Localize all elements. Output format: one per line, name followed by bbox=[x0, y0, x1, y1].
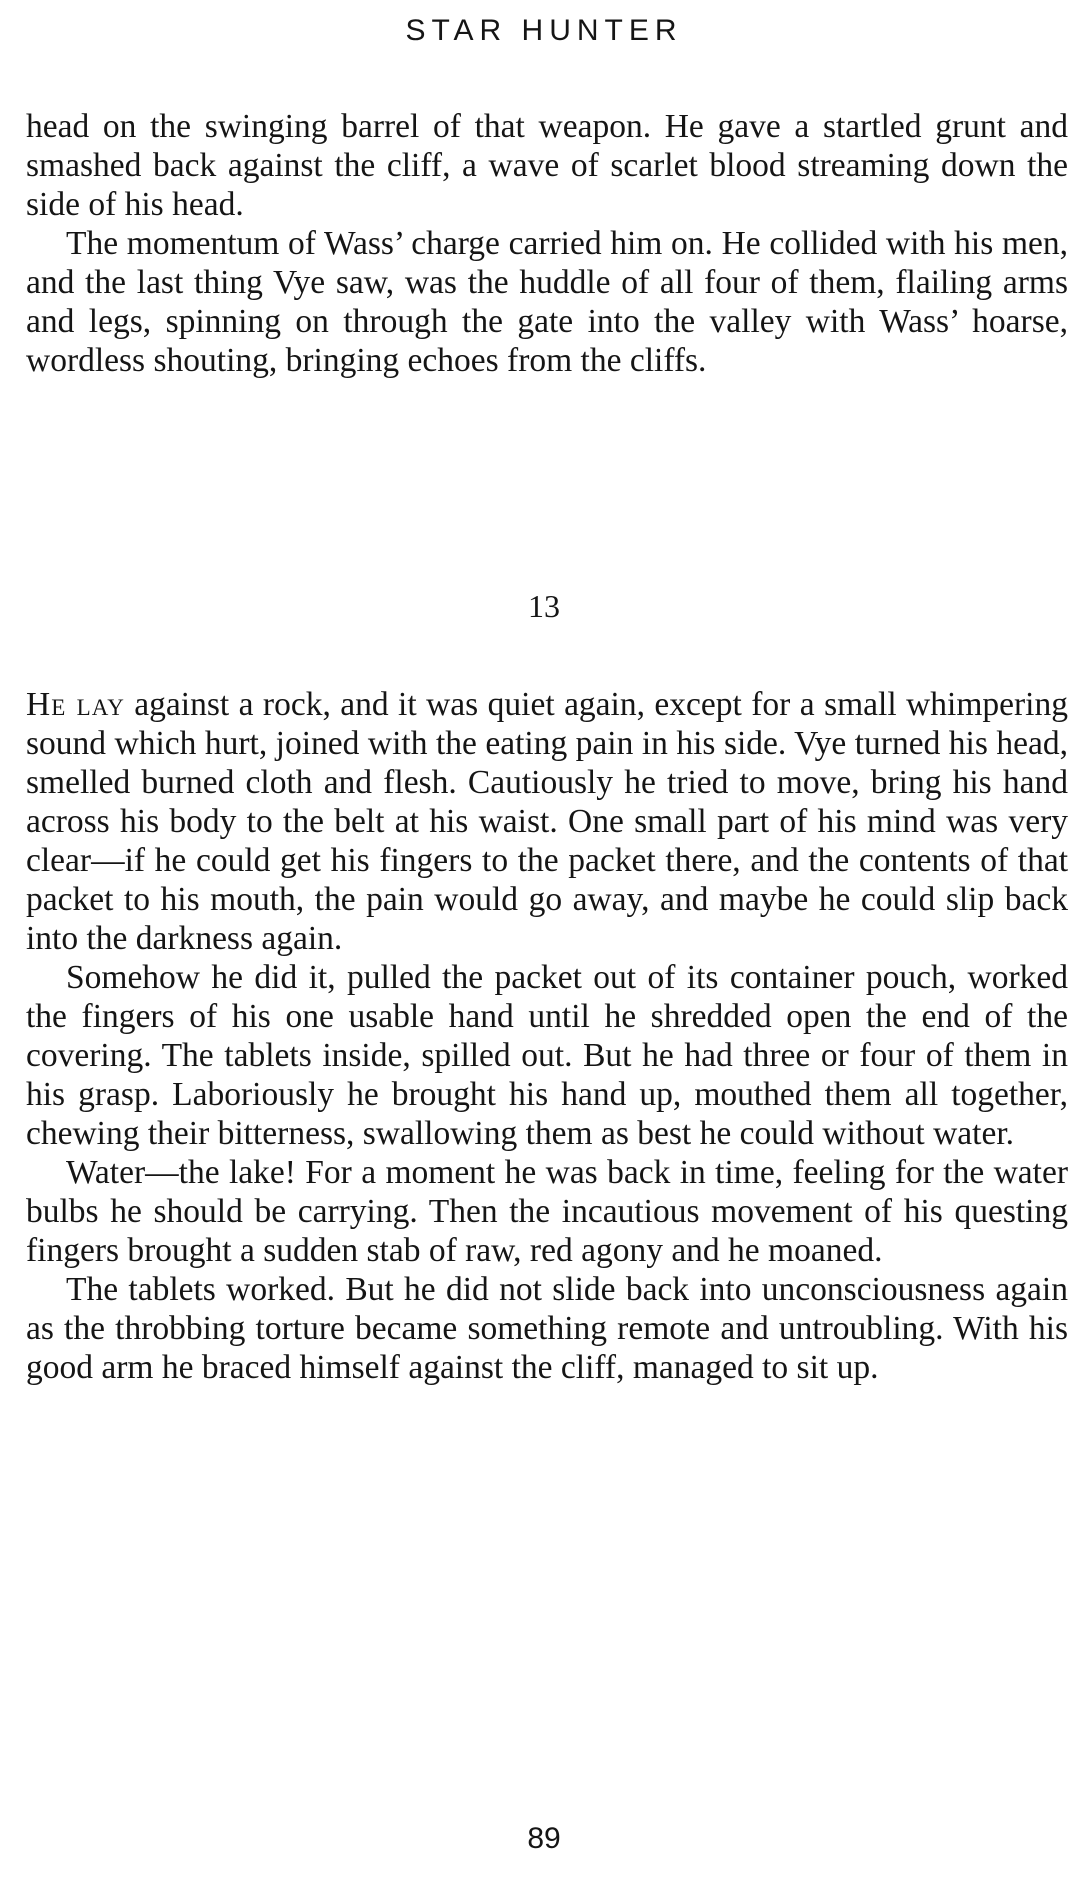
chapter-number: 13 bbox=[528, 588, 560, 624]
paragraph: head on the swinging barrel of that weapon. He gave a startled grunt and smashed back against the cliff, a wave of scarlet blood streaming down the side of his head. bbox=[26, 108, 1068, 223]
chapter-opening-text: against a rock, and it was quiet again, except for a small whimpering sound which hurt, joined with the eating pain in his side. Vye turned his head, smelled burned cloth and flesh. Cautiously he tried to move, bring his hand across his body to the belt at his waist. One small part of his mind was very clear—if he could get his fingers to the packet there, and the contents of that packet to his mouth, the pain would go away, and maybe he could slip back into the darkness again. bbox=[26, 686, 1068, 957]
paragraph: The tablets worked. But he did not slide back into unconsciousness again as the throbbing torture became something remote and untroubling. With his good arm he braced himself against the cliff, managed to sit up. bbox=[26, 1271, 1068, 1386]
continued-text bbox=[26, 107, 1068, 380]
chapter-opening-paragraph bbox=[26, 685, 1068, 958]
running-head: STAR HUNTER bbox=[405, 14, 683, 47]
paragraph: The momentum of Wass’ charge carried him on. He collided with his men, and the last thing Vye saw, was the huddle of all four of them, flailing arms and legs, spinning on through the gate into the valley with Wass’ hoarse, wordless shouting, bringing echoes from the cliffs. bbox=[26, 225, 1068, 379]
paragraph: Somehow he did it, pulled the packet out of its container pouch, worked the fingers of his one usable hand until he shredded open the end of the covering. The tablets inside, spilled out. But he had three or four of them in his grasp. Laboriously he brought his hand up, mouthed them all together, chewing their bitterness, swallowing them as best he could without water. bbox=[26, 959, 1068, 1152]
paragraph: Water—the lake! For a moment he was back in time, feeling for the water bulbs he should be carrying. Then the incautious movement of his questing fingers brought a sudden stab of raw, red agony and he moaned. bbox=[26, 1154, 1068, 1269]
chapter-text bbox=[26, 685, 1068, 1387]
chapter-lead-in: He lay bbox=[26, 686, 125, 723]
page-number: 89 bbox=[527, 1822, 561, 1855]
